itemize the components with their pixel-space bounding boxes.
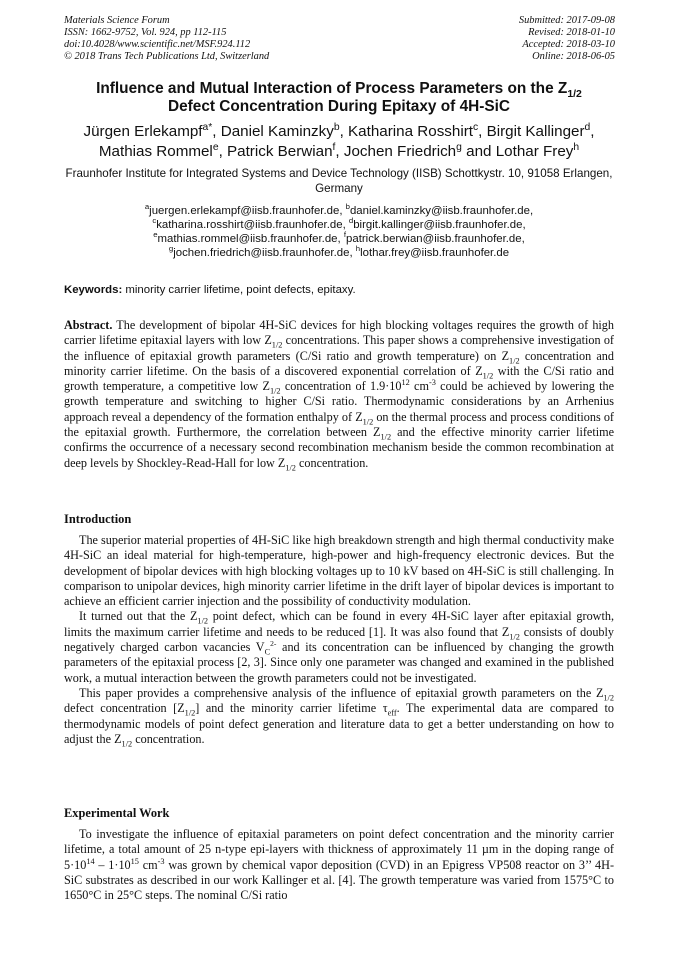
paragraph-text: was grown by chemical vapor deposition (CVD) in an Epigress VP508 reactor on 3’’ 4H-SiC substrates as described in our work Kallinger et al. [4]. The growth temperature was varied from 1575°C to 1650°C in 25°C steps. The nominal C/Si ratio: [64, 857, 615, 903]
abstract-text: concentration and minority carrier lifetime. On the basis of a discovered exponential correlation of Z: [64, 348, 614, 378]
paragraph-text: This paper provides a comprehensive analysis of the influence of epitaxial growth parameters on the Z: [79, 685, 604, 700]
email-marker: d: [348, 216, 354, 226]
author-marker: e: [212, 141, 219, 153]
journal-issn: ISSN: 1662-9752, Vol. 924, pp 112-115: [64, 27, 227, 38]
heading-introduction: Introduction: [64, 512, 132, 526]
email-address[interactable]: mathias.rommel@iisb.fraunhofer.de: [157, 233, 338, 245]
author-name: Jochen Friedrich: [343, 143, 457, 160]
author-marker: h: [573, 141, 580, 153]
paragraph-text: cm: [138, 857, 158, 872]
affiliation: Fraunhofer Institute for Integrated Systems and Device Technology (IISB) Schottkystr. 10, 91058 Erlangen, Germany: [65, 167, 613, 195]
author-marker: d: [584, 121, 591, 133]
keywords: [64, 283, 612, 297]
z-subscript: 1/2: [285, 463, 296, 473]
email-marker: g: [168, 244, 174, 254]
z-subscript: 1/2: [271, 340, 283, 350]
title-line1: Influence and Mutual Interaction of Process Parameters on the Z: [96, 80, 568, 97]
z-subscript: 1/2: [509, 356, 520, 366]
abstract: [64, 318, 614, 471]
z-subscript: 1/2: [482, 371, 494, 381]
email-marker: f: [343, 230, 347, 240]
introduction-section: [64, 533, 614, 747]
experimental-paragraph-1: [64, 827, 614, 903]
author-name: Birgit Kallinger: [486, 123, 585, 140]
paragraph-text: . The experimental data are compared to thermodynamic models of point defect generation and literature data to get a better understanding on how to adjust the Z: [64, 701, 614, 746]
author-marker: a*: [202, 121, 213, 133]
author-marker: c: [472, 121, 479, 133]
author-name: Lothar Frey: [495, 143, 574, 160]
keywords-label: Keywords:: [64, 284, 123, 296]
heading-experimental-work: Experimental Work: [64, 806, 170, 820]
paragraph-text: concentration.: [132, 731, 205, 746]
abstract-text: cm: [409, 379, 429, 394]
email-list: $^a$juergen.erlekampf@iisb.fraunhofer.de, $^b$daniel.kaminzky@iisb.fraunhofer.de, $^c$katharina.rosshirt@iisb.fraunhofer.de, $^d$birgit.kallinger@iisb.fraunhofer.de, $^e$mathias.rommel@iisb.fraunhofer.de, $^f$patrick.berwian@iisb.fraunhofer.de, $^g$jochen.friedrich@iisb.fraunhofer.de, $^h$lothar.frey@iisb.fraunhofer.de: [144, 202, 534, 259]
email-marker: h: [355, 244, 361, 254]
author-list: Jürgen Erlekampf$^{a*}$, Daniel Kaminzky$^b$, Katharina Rosshirt$^c$, Birgit Kallinger$^d$, Mathias Rommel$^e$, Patrick Berwian$^f$, Jochen Friedrich$^g$ and Lothar Frey$^h$: [83, 121, 595, 160]
authors-and: and: [466, 143, 492, 160]
email-marker: a: [144, 202, 150, 212]
journal-copyright: © 2018 Trans Tech Publications Ltd, Switzerland: [64, 51, 270, 62]
author-name: Patrick Berwian: [227, 143, 333, 160]
exponent: 15: [130, 856, 139, 866]
paragraph-text: – 1·10: [94, 857, 131, 872]
email-address[interactable]: daniel.kaminzky@iisb.fraunhofer.de: [349, 205, 530, 217]
email-address[interactable]: jochen.friedrich@iisb.fraunhofer.de: [173, 247, 350, 259]
abstract-text: concentrations. This paper shows a comprehensive investigation of the influence of epitaxial growth parameters (C/Si ratio and growth temperature) on Z: [64, 333, 614, 363]
vacancy-subscript: C: [264, 647, 271, 657]
email-address[interactable]: lothar.frey@iisb.fraunhofer.de: [360, 247, 510, 259]
email-address[interactable]: birgit.kallinger@iisb.fraunhofer.de: [353, 219, 523, 231]
title-line2: Defect Concentration During Epitaxy of 4H-SiC: [167, 98, 511, 115]
email-marker: e: [153, 230, 158, 240]
paragraph-text: point defect, which can be found in every 4H-SiC layer after epitaxial growth, limits the maximum carrier lifetime and needs to be reduced [1]. It was also found that Z: [64, 609, 614, 639]
intro-paragraph-3: [64, 686, 614, 747]
z-subscript: 1/2: [121, 739, 133, 749]
abstract-text: The development of bipolar 4H-SiC devices for high blocking voltages requires the growth of high carrier lifetime epitaxial layers with low Z: [64, 318, 614, 348]
z-subscript: 1/2: [269, 386, 281, 396]
z-subscript: 1/2: [197, 616, 209, 626]
z-subscript: 1/2: [362, 417, 374, 427]
abstract-text: concentration.: [295, 455, 369, 470]
email-address[interactable]: katharina.rosshirt@iisb.fraunhofer.de: [156, 219, 343, 231]
email-marker: b: [345, 202, 350, 212]
author-marker: b: [333, 121, 340, 133]
z-subscript: 1/2: [603, 693, 614, 703]
date-submitted: Submitted: 2017-09-08: [518, 15, 615, 26]
abstract-text: and the effective minority carrier lifetime confirms the occurrence of a necessary second recombination mechanism beside the common recombination at deep levels by Shockley-Read-Hall for low Z: [64, 425, 614, 470]
intro-paragraph-2: [64, 609, 614, 685]
author-name: Jürgen Erlekampf: [83, 123, 203, 140]
abstract-text: with the C/Si ratio and growth temperature, a competitive low Z: [64, 363, 614, 394]
z-subscript: 1/2: [184, 708, 196, 718]
date-online: Online: 2018-06-05: [532, 51, 615, 62]
abstract-text: could be achieved by lowering the growth temperature and switching to higher C/Si ratio. Thermodynamic considerations by an Arrhenius approach reveal a dependency of the formation enthalpy of Z: [64, 379, 614, 424]
paragraph-text: It turned out that the Z: [79, 609, 198, 624]
abstract-text: on the thermal process and process conditions of the epitaxial growth. Furthermore, the correlation between Z: [64, 409, 614, 440]
author-marker: g: [456, 141, 462, 153]
paragraph-text: ] and the minority carrier lifetime τ: [195, 701, 388, 716]
paragraph-text: consists of doubly negatively charged carbon vacancies V: [64, 624, 615, 655]
email-address[interactable]: juergen.erlekampf@iisb.fraunhofer.de: [149, 205, 340, 217]
journal-doi: doi:10.4028/www.scientific.net/MSF.924.112: [64, 39, 251, 50]
author-marker: f: [332, 141, 336, 153]
author-name: Daniel Kaminzky: [220, 123, 334, 140]
experimental-section: [64, 827, 614, 903]
exponent: -3: [428, 378, 436, 388]
journal-info: [64, 15, 364, 63]
paragraph-text: defect concentration [Z: [64, 701, 185, 716]
exponent: -3: [157, 856, 165, 866]
charge-superscript: 2-: [270, 639, 277, 649]
email-marker: c: [152, 216, 157, 226]
date-revised: Revised: 2018-01-10: [528, 27, 615, 38]
z-subscript: 1/2: [380, 432, 392, 442]
tau-subscript: eff: [387, 708, 397, 718]
email-address[interactable]: patrick.berwian@iisb.fraunhofer.de: [346, 233, 522, 245]
z-subscript: 1/2: [509, 632, 520, 642]
paragraph-text: and its concentration can be influenced by changing the growth parameters of the epitaxial process [2, 3]. Since only one parameter was changed and examined in the published work, a mutual interaction between the growth parameters could not be investigated.: [64, 640, 614, 685]
keywords-text: minority carrier lifetime, point defects, epitaxy.: [122, 284, 356, 296]
exponent: 14: [86, 856, 95, 866]
abstract-label: Abstract.: [64, 318, 113, 332]
paragraph-text: To investigate the influence of epitaxial parameters on point defect concentration and the minority carrier lifetime, a total amount of 25 n-type epi-layers with thickness of approximately 11 µm in the doping range of 5·10: [64, 827, 614, 872]
date-accepted: Accepted: 2018-03-10: [522, 39, 615, 50]
journal-name: Materials Science Forum: [64, 15, 170, 26]
author-name: Katharina Rosshirt: [348, 123, 473, 140]
publication-dates: [375, 15, 615, 63]
exponent: 12: [401, 378, 410, 388]
intro-paragraph-1: The superior material properties of 4H-SiC like high breakdown strength and high thermal conductivity make 4H-SiC an ideal material for high-temperature, high-power and high-frequency electronic devices. But the development of bipolar devices with high blocking voltages up to 10 kV based on 4H-SiC is still challenging. In comparison to unipolar devices, high minority carrier lifetime in the drift layer of bipolar devices is important to achieve an efficient carrier injection and the possibility of conductivity modulation.: [64, 533, 614, 609]
title-z-subscript: 1/2: [567, 89, 582, 101]
abstract-text: concentration of 1.9·10: [280, 379, 402, 394]
paper-title: [60, 80, 618, 116]
author-name: Mathias Rommel: [98, 143, 213, 160]
